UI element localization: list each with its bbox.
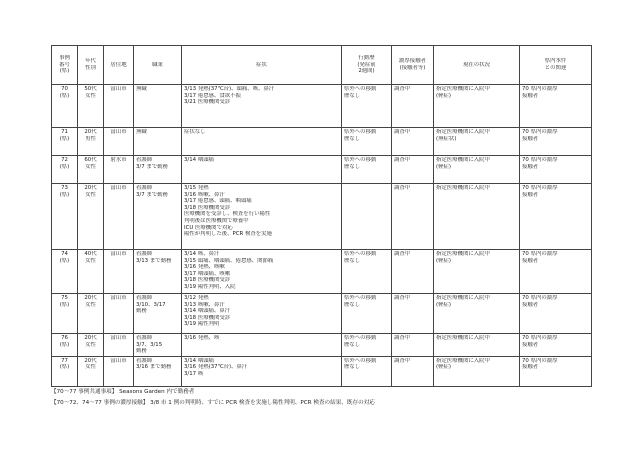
- symptom-line: 陽性が判明した後、PCR 検査を実施: [184, 231, 272, 238]
- cell-text: 歴なし: [344, 92, 361, 99]
- cell-text: 富山市: [110, 86, 127, 92]
- job-cell: [134, 356, 182, 386]
- table-row: [52, 85, 592, 128]
- residence-cell: [104, 356, 134, 386]
- cell-text: 富山市: [110, 251, 127, 257]
- symptom-line: 3/18 医療機関受診: [184, 277, 231, 284]
- cell-text: 76: [61, 335, 68, 341]
- header-label: 県内本件: [544, 58, 567, 65]
- cell-text: 3/13 まで勤務: [136, 257, 172, 264]
- cell-text: 接触者: [522, 257, 539, 264]
- cell-text: 女性: [85, 191, 96, 198]
- symptom-line: 3/15 発熱: [184, 185, 209, 191]
- relation-cell: [520, 85, 592, 128]
- cell-text: 指定医療機関に入院中: [436, 157, 490, 163]
- cell-text: 3/16 まで勤務: [136, 364, 172, 371]
- symptom-line: 症状なし: [184, 129, 206, 135]
- cell-text: 女性: [85, 163, 96, 170]
- cell-text: 県外への移動: [344, 357, 377, 364]
- cell-text: 70: [61, 86, 68, 92]
- cell-text: 勤務: [136, 308, 147, 315]
- symptom-line: 3/16 発熱、咳嗽: [184, 264, 225, 271]
- contact-type-cell: [392, 85, 434, 128]
- cell-text: 調査中: [394, 251, 411, 257]
- cell-text: 女性: [85, 257, 96, 264]
- cell-text: 74: [61, 251, 68, 257]
- note-common: 【70～77 事例共通事項】 Seasons Garden 内で勤務者: [51, 389, 195, 395]
- contact-type-cell: [392, 294, 434, 334]
- header-movement: [342, 46, 392, 85]
- cell-text: 71: [61, 129, 68, 135]
- contact-type-cell: [392, 250, 434, 294]
- cell-text: 20代: [84, 129, 97, 135]
- header-case-no: [52, 46, 78, 85]
- header-label: 番号: [59, 61, 70, 68]
- job-cell: [134, 184, 182, 250]
- cell-text: 接触者: [522, 191, 539, 198]
- cell-text: 射水市: [110, 157, 127, 163]
- cell-text: 指定医療機関に入院中: [436, 295, 490, 301]
- header-age-sex: [78, 46, 104, 85]
- cell-text: 70 県内の濃厚: [522, 157, 558, 163]
- movement-history-cell: [342, 85, 392, 128]
- cell-text: 歴なし: [344, 301, 361, 308]
- symptom-line: 3/14 咽頭痛: [184, 357, 214, 364]
- header-label: 濃厚接触者: [399, 58, 426, 65]
- cell-text: 富山市: [110, 335, 127, 341]
- cell-text: 歴なし: [344, 341, 361, 348]
- cell-text: (無症状): [436, 135, 457, 142]
- cell-text: (県): [59, 301, 70, 308]
- job-cell: [134, 85, 182, 128]
- header-label: 症状: [256, 61, 267, 68]
- cell-text: 調査中: [394, 357, 411, 364]
- table-row: [52, 156, 592, 184]
- cell-text: 50代: [84, 86, 97, 92]
- symptoms-cell: [182, 128, 342, 156]
- table-row: [52, 250, 592, 294]
- cell-text: (県): [59, 92, 70, 99]
- movement-history-cell: [342, 250, 392, 294]
- symptom-line: 3/18 医療機関受診: [184, 314, 231, 321]
- cell-text: 接触者: [522, 163, 539, 170]
- header-label: (接触者等): [399, 65, 426, 71]
- cell-text: 調査中: [394, 157, 411, 163]
- table-row: [52, 128, 592, 156]
- symptoms-cell: [182, 294, 342, 334]
- header-label: 職業: [152, 61, 163, 68]
- cell-text: 20代: [84, 357, 97, 364]
- symptom-line: ICU 医療機関で対応: [184, 224, 233, 231]
- relation-cell: [520, 184, 592, 250]
- contact-type-cell: [392, 334, 434, 357]
- cell-text: 75: [61, 295, 68, 301]
- status-cell: [434, 250, 520, 294]
- cell-text: 3/10、3/17: [136, 301, 166, 308]
- cell-text: 県外への移動: [344, 86, 377, 92]
- header-label: との関連: [544, 65, 567, 71]
- relation-cell: [520, 334, 592, 357]
- symptom-line: 判明後は医療機関で療養中: [184, 217, 249, 224]
- header-label: 行動歴: [358, 55, 375, 62]
- header-label: 事例: [59, 55, 70, 62]
- cell-text: (県): [59, 135, 70, 142]
- symptom-line: 3/19 陽性判明: [184, 321, 220, 328]
- symptom-line: 3/21 医療機関受診: [184, 99, 231, 106]
- cell-text: 70 県内の濃厚: [522, 251, 558, 257]
- cell-text: 70 県内の濃厚: [522, 129, 558, 135]
- case-number-cell: [52, 184, 78, 250]
- movement-history-cell: [342, 156, 392, 184]
- contact-type-cell: [392, 184, 434, 250]
- residence-cell: [104, 250, 134, 294]
- symptom-line: 3/12 発熱: [184, 295, 209, 301]
- cell-text: 看護師: [136, 357, 153, 364]
- residence-cell: [104, 294, 134, 334]
- cell-text: 歴なし: [344, 257, 361, 264]
- cell-text: 20代: [84, 185, 97, 191]
- movement-history-cell: [342, 334, 392, 357]
- contact-type-cell: [392, 156, 434, 184]
- symptoms-cell: [182, 250, 342, 294]
- cell-text: 調査中: [394, 86, 411, 92]
- relation-cell: [520, 250, 592, 294]
- symptoms-cell: [182, 356, 342, 386]
- case-number-cell: [52, 334, 78, 357]
- cell-text: 富山市: [110, 357, 127, 364]
- cell-text: 調査中: [394, 335, 411, 341]
- cell-text: 3/7 まで勤務: [136, 191, 168, 198]
- age-sex-cell: [78, 250, 104, 294]
- header-label: 性別: [85, 65, 96, 71]
- relation-cell: [520, 294, 592, 334]
- cell-text: 接触者: [522, 92, 539, 99]
- cell-text: 指定医療機関に入院中: [436, 129, 490, 135]
- table-row: [52, 294, 592, 334]
- cell-text: 接触者: [522, 135, 539, 142]
- job-cell: [134, 156, 182, 184]
- header-label: 年代: [85, 58, 96, 65]
- status-cell: [434, 85, 520, 128]
- cell-text: 看護師: [136, 335, 153, 341]
- cell-text: 歴なし: [344, 163, 361, 170]
- symptom-line: 3/16 咳嗽、鼻汁: [184, 191, 225, 198]
- symptoms-cell: [182, 184, 342, 250]
- cell-text: 20代: [84, 295, 97, 301]
- symptom-line: 3/16 発熱(37℃台)、鼻汁: [184, 364, 248, 371]
- cell-text: 女性: [85, 301, 96, 308]
- symptom-line: 3/15 頭痛、咽頭痛、倦怠感、関節痛: [184, 257, 274, 264]
- note-contact: 【70～72、74～77 事例の濃厚接触】 3/8 市 1 例の判明時、すでに PCR 検査を実施し陽性判明、PCR 検査の結果、既存の対応: [51, 400, 375, 406]
- cell-text: (県): [59, 257, 70, 264]
- cell-text: 70 県内の濃厚: [522, 86, 558, 92]
- status-cell: [434, 356, 520, 386]
- header-row: [52, 46, 592, 85]
- case-number-cell: [52, 128, 78, 156]
- cell-text: 歴なし: [344, 135, 361, 142]
- cell-text: 接触者: [522, 364, 539, 371]
- age-sex-cell: [78, 184, 104, 250]
- cell-text: 73: [61, 185, 68, 191]
- case-number-cell: [52, 156, 78, 184]
- table-row: [52, 184, 592, 250]
- movement-history-cell: [342, 128, 392, 156]
- header-label: 居住地: [110, 61, 127, 68]
- case-number-cell: [52, 356, 78, 386]
- cell-text: 接触者: [522, 341, 539, 348]
- header-residence: [104, 46, 134, 85]
- case-table: [51, 45, 592, 387]
- cell-text: 県外への移動: [344, 157, 377, 163]
- cell-text: 女性: [85, 92, 96, 99]
- cell-text: (県): [59, 163, 70, 170]
- residence-cell: [104, 334, 134, 357]
- contact-type-cell: [392, 128, 434, 156]
- age-sex-cell: [78, 356, 104, 386]
- relation-cell: [520, 128, 592, 156]
- cell-text: 指定医療機関に入院中: [436, 357, 490, 364]
- symptom-line: 3/16 発熱、咳: [184, 335, 220, 341]
- residence-cell: [104, 85, 134, 128]
- symptom-line: 3/17 咳: [184, 370, 204, 377]
- header-label: 2週間): [358, 68, 375, 75]
- cell-text: 70 県内の濃厚: [522, 357, 558, 364]
- symptom-line: 3/14 咽頭痛、鼻汁: [184, 308, 231, 315]
- symptom-line: 3/19 陽性判明、入院: [184, 283, 236, 290]
- job-cell: [134, 334, 182, 357]
- cell-text: 70 県内の濃厚: [522, 295, 558, 301]
- cell-text: 72: [61, 157, 68, 163]
- symptom-line: 3/13 咳嗽、鼻汁: [184, 301, 225, 308]
- relation-cell: [520, 156, 592, 184]
- cell-text: 富山市: [110, 185, 127, 191]
- cell-text: (軽症): [436, 301, 451, 308]
- header-contact-type: [392, 46, 434, 85]
- cell-text: 調査中: [394, 129, 411, 135]
- table-row: [52, 334, 592, 357]
- symptom-line: 3/17 咽頭痛、咳嗽: [184, 270, 231, 277]
- age-sex-cell: [78, 128, 104, 156]
- cell-text: 勤務: [136, 348, 147, 355]
- cell-text: 看護師: [136, 185, 153, 191]
- cell-text: 接触者: [522, 301, 539, 308]
- residence-cell: [104, 128, 134, 156]
- cell-text: 県外への移動: [344, 295, 377, 301]
- cell-text: 指定医療機関に入院中: [436, 185, 490, 191]
- table-row: [52, 356, 592, 386]
- cell-text: 3/7、3/15: [136, 341, 163, 348]
- age-sex-cell: [78, 156, 104, 184]
- cell-text: 看護師: [136, 295, 153, 301]
- cell-text: 調査中: [394, 185, 411, 191]
- cell-text: 富山市: [110, 129, 127, 135]
- cell-text: 看護師: [136, 157, 153, 163]
- cell-text: 男性: [85, 135, 96, 142]
- cell-text: 40代: [84, 251, 97, 257]
- cell-text: 看護師: [136, 251, 153, 257]
- cell-text: 70 県内の濃厚: [522, 185, 558, 191]
- symptom-line: 3/14 咳、鼻汁: [184, 251, 220, 257]
- cell-text: 女性: [85, 341, 96, 348]
- cell-text: 指定医療機関に入院中: [436, 335, 490, 341]
- residence-cell: [104, 156, 134, 184]
- relation-cell: [520, 356, 592, 386]
- cell-text: 女性: [85, 364, 96, 371]
- header-relation: [520, 46, 592, 85]
- status-cell: [434, 334, 520, 357]
- movement-history-cell: [342, 294, 392, 334]
- cell-text: (軽症): [436, 257, 451, 264]
- case-number-cell: [52, 85, 78, 128]
- cell-text: 歴なし: [344, 364, 361, 371]
- job-cell: [134, 250, 182, 294]
- symptom-line: 3/17 倦怠感、食欲不振: [184, 92, 241, 99]
- status-cell: [434, 128, 520, 156]
- cell-text: 指定医療機関に入院中: [436, 251, 490, 257]
- age-sex-cell: [78, 334, 104, 357]
- cell-text: 70 県内の濃厚: [522, 335, 558, 341]
- cell-text: (軽症): [436, 163, 451, 170]
- cell-text: 県外への移動: [344, 251, 377, 257]
- symptom-line: 3/13 発熱(37℃台)、頭痛、咳、鼻汁: [184, 86, 275, 92]
- cell-text: 3/7 まで勤務: [136, 163, 168, 170]
- header-label: (県): [59, 68, 70, 75]
- age-sex-cell: [78, 85, 104, 128]
- cell-text: 指定医療機関に入院中: [436, 86, 490, 92]
- cell-text: (軽症): [436, 92, 451, 99]
- header-status: [434, 46, 520, 85]
- symptoms-cell: [182, 156, 342, 184]
- header-label: (発症前: [357, 61, 376, 68]
- cell-text: (県): [59, 191, 70, 198]
- movement-history-cell: [342, 356, 392, 386]
- header-job: [134, 46, 182, 85]
- symptom-line: 3/17 倦怠感、頭痛、咽頭痛: [184, 198, 252, 205]
- movement-history-cell: [342, 184, 392, 250]
- residence-cell: [104, 184, 134, 250]
- case-number-cell: [52, 294, 78, 334]
- case-number-cell: [52, 250, 78, 294]
- job-cell: [134, 294, 182, 334]
- symptom-line: 3/14 咽頭痛: [184, 157, 214, 163]
- cell-text: 60代: [84, 157, 97, 163]
- symptoms-cell: [182, 334, 342, 357]
- cell-text: 77: [61, 357, 68, 364]
- cell-text: 無職: [136, 129, 147, 135]
- cell-text: 県外への移動: [344, 335, 377, 341]
- cell-text: 20代: [84, 335, 97, 341]
- cell-text: (軽症): [436, 364, 451, 371]
- status-cell: [434, 184, 520, 250]
- status-cell: [434, 156, 520, 184]
- job-cell: [134, 128, 182, 156]
- header-label: 現在の状況: [463, 61, 490, 68]
- age-sex-cell: [78, 294, 104, 334]
- cell-text: (県): [59, 341, 70, 348]
- header-symptoms: [182, 46, 342, 85]
- cell-text: 調査中: [394, 295, 411, 301]
- contact-type-cell: [392, 356, 434, 386]
- status-cell: [434, 294, 520, 334]
- case-rows: [52, 85, 592, 387]
- cell-text: 無職: [136, 86, 147, 92]
- symptom-line: 医療機関を受診し、検査を行い陽性: [184, 211, 271, 218]
- symptoms-cell: [182, 85, 342, 128]
- symptom-line: 3/18 医療機関受診: [184, 204, 231, 211]
- cell-text: (県): [59, 364, 70, 371]
- cell-text: 県外への移動: [344, 129, 377, 135]
- cell-text: 富山市: [110, 295, 127, 301]
